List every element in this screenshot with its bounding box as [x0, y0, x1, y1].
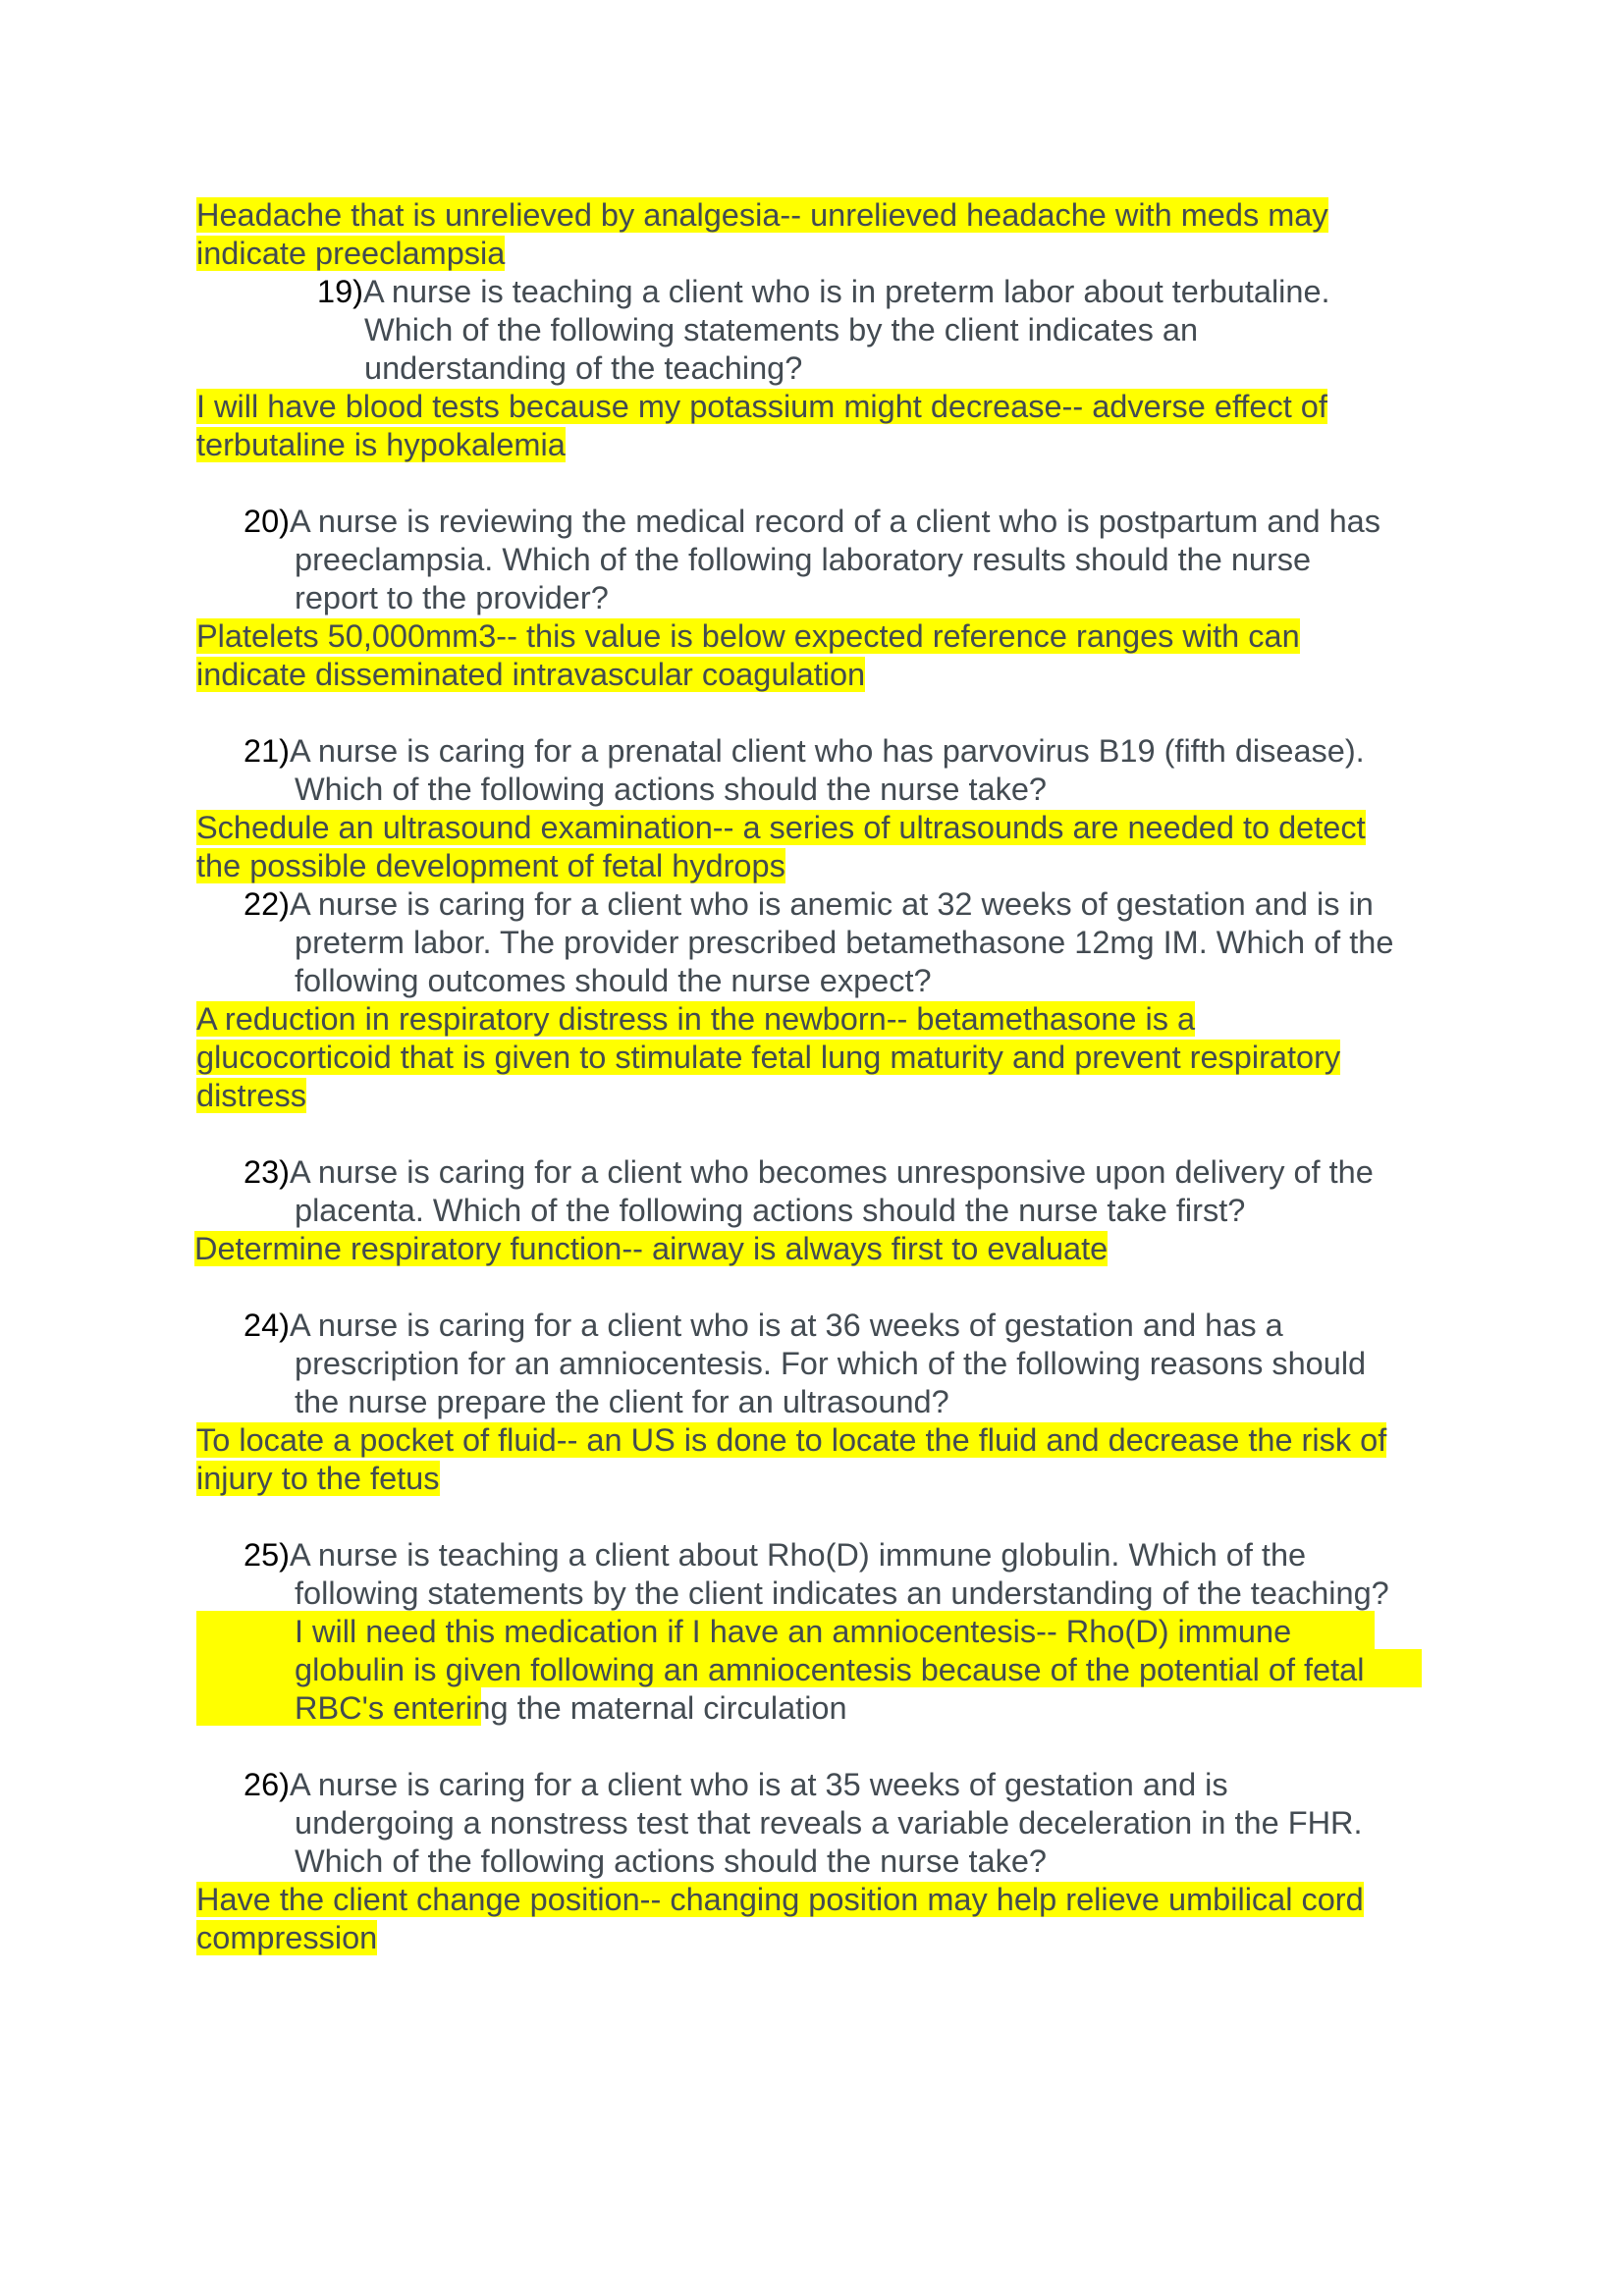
- answer-line: [196, 1919, 377, 1957]
- highlighted-answer-text: Determine respiratory function-- airway is always first to evaluate: [194, 1231, 1109, 1266]
- question-line: the nurse prepare the client for an ultrasound?: [295, 1384, 949, 1419]
- answer-line: RBC's entering the maternal circulation: [295, 1690, 847, 1726]
- question-line: [243, 885, 1374, 924]
- highlighted-answer-text: Have the client change position-- changing position may help relieve umbilical cord: [196, 1882, 1364, 1917]
- highlighted-answer-text: Schedule an ultrasound examination-- a series of ultrasounds are needed to detect: [196, 810, 1366, 845]
- question-number: 21): [243, 733, 290, 769]
- answer-line: [196, 1460, 440, 1498]
- highlighted-answer-text: indicate disseminated intravascular coagulation: [196, 657, 866, 692]
- answer-line: [196, 809, 1366, 847]
- question-text: A nurse is caring for a prenatal client who has parvovirus B19 (fifth disease).: [289, 733, 1365, 769]
- question-line: preeclampsia. Which of the following laboratory results should the nurse: [295, 542, 1312, 577]
- question-line: following outcomes should the nurse expect?: [295, 963, 932, 998]
- highlighted-answer-text: A reduction in respiratory distress in the newborn-- betamethasone is a: [196, 1001, 1196, 1037]
- question-text: A nurse is teaching a client who is in preterm labor about terbutaline.: [362, 274, 1330, 309]
- answer-line: [196, 1039, 1340, 1077]
- question-line: understanding of the teaching?: [364, 350, 803, 386]
- question-line: undergoing a nonstress test that reveals a variable deceleration in the FHR.: [295, 1805, 1363, 1841]
- question-number: 25): [243, 1537, 290, 1573]
- highlighted-answer-text: indicate preeclampsia: [196, 236, 506, 271]
- highlighted-answer-text: To locate a pocket of fluid-- an US is done to locate the fluid and decrease the risk of: [196, 1422, 1387, 1458]
- highlighted-answer-text: compression: [196, 1920, 378, 1955]
- highlighted-answer-text: distress: [196, 1078, 306, 1113]
- answer-line: [194, 1230, 1108, 1268]
- highlighted-answer-text: terbutaline is hypokalemia: [196, 427, 566, 462]
- question-line: [243, 1307, 1283, 1345]
- highlighted-answer-text: Platelets 50,000mm3-- this value is below expected reference ranges with can: [196, 618, 1300, 654]
- answer-line: I will need this medication if I have an amniocentesis-- Rho(D) immune: [295, 1614, 1292, 1649]
- question-number: 23): [243, 1154, 290, 1190]
- answer-line: [196, 1881, 1364, 1919]
- question-number: 24): [243, 1308, 290, 1343]
- question-line: Which of the following actions should the nurse take?: [295, 772, 1048, 807]
- question-text: A nurse is teaching a client about Rho(D) immune globulin. Which of the: [289, 1537, 1307, 1573]
- answer-line: [196, 847, 785, 885]
- question-number: 19): [317, 274, 363, 309]
- answer-line: [196, 388, 1327, 426]
- highlighted-answer-text: the possible development of fetal hydrops: [196, 848, 785, 883]
- answer-line: [196, 1077, 306, 1115]
- question-number: 20): [243, 504, 290, 539]
- question-line: Which of the following actions should the nurse take?: [295, 1843, 1048, 1879]
- highlighted-answer-text: I will have blood tests because my potassium might decrease-- adverse effect of: [196, 389, 1327, 424]
- question-line: [243, 1766, 1228, 1804]
- question-line: prescription for an amniocentesis. For which of the following reasons should: [295, 1346, 1367, 1381]
- answer-line: [196, 235, 505, 273]
- answer-line: [196, 426, 566, 464]
- question-line: preterm labor. The provider prescribed betamethasone 12mg IM. Which of the: [295, 925, 1394, 960]
- question-line: placenta. Which of the following actions should the nurse take first?: [295, 1193, 1246, 1228]
- question-line: [317, 273, 1330, 311]
- question-text: A nurse is reviewing the medical record of a client who is postpartum and has: [289, 504, 1380, 539]
- question-line: report to the provider?: [295, 580, 609, 615]
- question-line: [243, 1536, 1306, 1575]
- question-text: A nurse is caring for a client who is at 36 weeks of gestation and has a: [289, 1308, 1283, 1343]
- question-number: 26): [243, 1767, 290, 1802]
- question-line: following statements by the client indicates an understanding of the teaching?: [295, 1575, 1389, 1611]
- question-text: A nurse is caring for a client who becomes unresponsive upon delivery of the: [289, 1154, 1374, 1190]
- highlighted-answer-text: Headache that is unrelieved by analgesia-- unrelieved headache with meds may: [196, 197, 1328, 233]
- question-number: 22): [243, 886, 290, 922]
- answer-line: [196, 1000, 1195, 1039]
- question-line: [243, 1153, 1374, 1192]
- answer-line: [196, 196, 1328, 235]
- question-line: [243, 503, 1380, 541]
- answer-line: [196, 656, 865, 694]
- highlighted-answer-text: injury to the fetus: [196, 1461, 440, 1496]
- question-line: Which of the following statements by the client indicates an: [364, 312, 1199, 347]
- highlighted-answer-text: glucocorticoid that is given to stimulate fetal lung maturity and prevent respiratory: [196, 1040, 1341, 1075]
- question-text: A nurse is caring for a client who is at 35 weeks of gestation and is: [289, 1767, 1228, 1802]
- answer-line: globulin is given following an amniocentesis because of the potential of fetal: [295, 1652, 1365, 1687]
- answer-line: [196, 617, 1300, 656]
- answer-line: [196, 1421, 1386, 1460]
- question-text: A nurse is caring for a client who is anemic at 32 weeks of gestation and is in: [289, 886, 1374, 922]
- question-line: [243, 732, 1365, 771]
